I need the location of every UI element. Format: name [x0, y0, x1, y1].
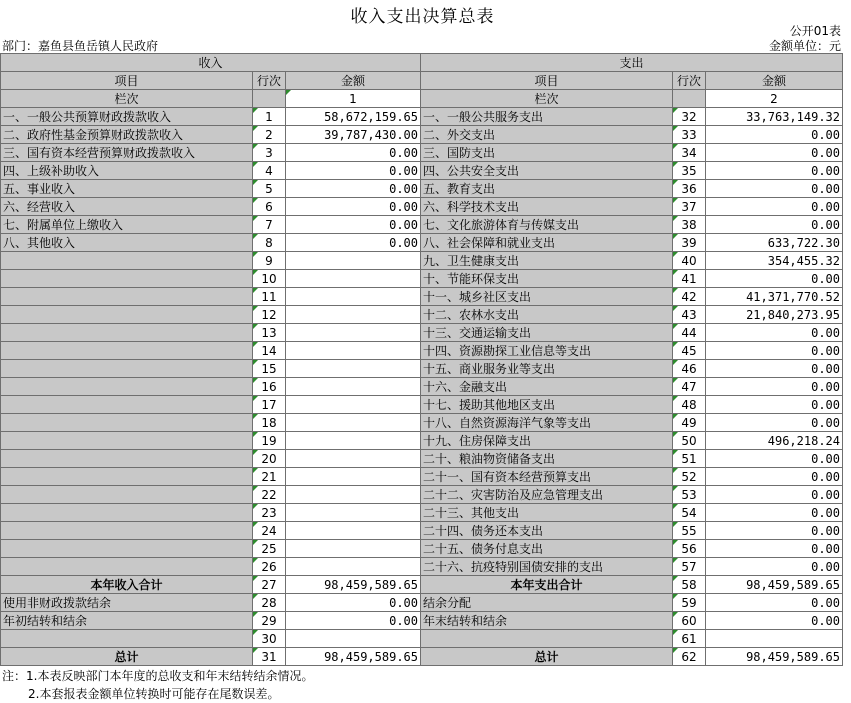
income-line-number: 31: [253, 648, 286, 666]
expense-item-label: 十七、援助其他地区支出: [421, 396, 673, 414]
expense-item-label: 三、国防支出: [421, 144, 673, 162]
income-amount: [286, 342, 421, 360]
expense-line-number: 53: [673, 486, 706, 504]
income-amount: 0.00: [286, 144, 421, 162]
income-amount: [286, 324, 421, 342]
income-item-label: 年初结转和结余: [1, 612, 253, 630]
expense-line-number: 47: [673, 378, 706, 396]
income-amount: 0.00: [286, 234, 421, 252]
table-row: [1, 450, 843, 468]
income-line-blank: [253, 90, 286, 108]
income-item-label: 八、其他收入: [1, 234, 253, 252]
income-item-label: 总计: [1, 648, 253, 666]
table-row: [1, 378, 843, 396]
expense-item-label: 十一、城乡社区支出: [421, 288, 673, 306]
table-row: [1, 558, 843, 576]
income-amount: [286, 288, 421, 306]
expense-line-number: 62: [673, 648, 706, 666]
income-item-label: 三、国有资本经营预算财政拨款收入: [1, 144, 253, 162]
expense-line-number: 55: [673, 522, 706, 540]
table-row: [1, 594, 843, 612]
department-label: 部门：嘉鱼县鱼岳镇人民政府: [2, 39, 159, 53]
expense-item-label: 二十二、灾害防治及应急管理支出: [421, 486, 673, 504]
table-row: [1, 288, 843, 306]
income-line-number: 30: [253, 630, 286, 648]
report-title: 收入支出决算总表: [350, 7, 495, 27]
table-row: [1, 198, 843, 216]
income-item-label: 二、政府性基金预算财政拨款收入: [1, 126, 253, 144]
income-amount: [286, 378, 421, 396]
income-item-label: [1, 522, 253, 540]
expense-item-label: 十、节能环保支出: [421, 270, 673, 288]
expense-item-label: 十四、资源勘探工业信息等支出: [421, 342, 673, 360]
amount-unit-label: 金额单位：元: [768, 39, 841, 53]
expense-column-number: 2: [706, 90, 843, 108]
table-row: [1, 540, 843, 558]
income-line-header: 行次: [253, 72, 286, 90]
income-amount: [286, 522, 421, 540]
income-item-label: [1, 558, 253, 576]
income-amount: 0.00: [286, 216, 421, 234]
expense-line-number: 56: [673, 540, 706, 558]
expense-amount: 0.00: [706, 162, 843, 180]
income-amount: [286, 252, 421, 270]
income-item-label: 使用非财政拨款结余: [1, 594, 253, 612]
expense-amount: 0.00: [706, 396, 843, 414]
table-row: [1, 216, 843, 234]
expense-amount: 0.00: [706, 126, 843, 144]
income-item-label: [1, 270, 253, 288]
expense-line-number: 46: [673, 360, 706, 378]
expense-amount: 0.00: [706, 324, 843, 342]
income-line-number: 29: [253, 612, 286, 630]
income-line-number: 27: [253, 576, 286, 594]
income-line-number: 25: [253, 540, 286, 558]
expense-amount: 0.00: [706, 540, 843, 558]
expense-item-label: [421, 630, 673, 648]
income-column-number: 1: [286, 90, 421, 108]
expense-amount: 21,840,273.95: [706, 306, 843, 324]
expense-amount: 0.00: [706, 360, 843, 378]
expense-item-label: 八、社会保障和就业支出: [421, 234, 673, 252]
income-item-label: [1, 306, 253, 324]
income-amount: 0.00: [286, 162, 421, 180]
table-row: [1, 522, 843, 540]
table-body: [1, 54, 843, 666]
expense-line-number: 44: [673, 324, 706, 342]
expense-line-number: 49: [673, 414, 706, 432]
table-row: [1, 360, 843, 378]
income-amount: [286, 270, 421, 288]
income-line-number: 2: [253, 126, 286, 144]
income-item-label: 六、经营收入: [1, 198, 253, 216]
expense-amount: 98,459,589.65: [706, 576, 843, 594]
expense-amount: 633,722.30: [706, 234, 843, 252]
expense-amount: 0.00: [706, 342, 843, 360]
expense-item-label: 本年支出合计: [421, 576, 673, 594]
income-item-label: [1, 288, 253, 306]
expense-amount: 354,455.32: [706, 252, 843, 270]
income-line-number: 20: [253, 450, 286, 468]
expense-item-label: 二十五、债务付息支出: [421, 540, 673, 558]
expense-item-header: 项目: [421, 72, 673, 90]
income-amount: [286, 486, 421, 504]
income-amount: 39,787,430.00: [286, 126, 421, 144]
expense-amount: 0.00: [706, 612, 843, 630]
grand-total-row: [1, 648, 843, 666]
income-line-number: 13: [253, 324, 286, 342]
expense-item-label: 十二、农林水支出: [421, 306, 673, 324]
table-row: [1, 162, 843, 180]
income-line-number: 18: [253, 414, 286, 432]
expense-line-number: 57: [673, 558, 706, 576]
expense-line-number: 60: [673, 612, 706, 630]
expense-amount: 0.00: [706, 414, 843, 432]
table-row: [1, 612, 843, 630]
income-line-number: 5: [253, 180, 286, 198]
expense-line-number: 42: [673, 288, 706, 306]
table-row: [1, 486, 843, 504]
income-item-label: [1, 486, 253, 504]
expense-item-label: 六、科学技术支出: [421, 198, 673, 216]
income-column-label: 栏次: [1, 90, 253, 108]
income-item-label: 四、上级补助收入: [1, 162, 253, 180]
expense-amount: 98,459,589.65: [706, 648, 843, 666]
income-item-label: [1, 450, 253, 468]
income-line-number: 17: [253, 396, 286, 414]
expense-amount: 496,218.24: [706, 432, 843, 450]
income-line-number: 23: [253, 504, 286, 522]
income-line-number: 12: [253, 306, 286, 324]
table-row: [1, 630, 843, 648]
table-row: [1, 396, 843, 414]
footnotes: [2, 667, 313, 703]
expense-item-label: 二十六、抗疫特别国债安排的支出: [421, 558, 673, 576]
expense-line-number: 58: [673, 576, 706, 594]
income-amount: [286, 360, 421, 378]
expense-line-header: 行次: [673, 72, 706, 90]
income-amount: [286, 414, 421, 432]
expense-amount: 0.00: [706, 270, 843, 288]
expense-item-label: 七、文化旅游体育与传媒支出: [421, 216, 673, 234]
expense-amount: 0.00: [706, 522, 843, 540]
expense-amount: 0.00: [706, 450, 843, 468]
expense-line-number: 38: [673, 216, 706, 234]
expense-column-label: 栏次: [421, 90, 673, 108]
table-row: [1, 432, 843, 450]
table-row: [1, 504, 843, 522]
income-line-number: 24: [253, 522, 286, 540]
expense-line-number: 32: [673, 108, 706, 126]
table-row: [1, 414, 843, 432]
income-item-label: [1, 468, 253, 486]
income-line-number: 6: [253, 198, 286, 216]
income-item-label: [1, 414, 253, 432]
expense-item-label: 十三、交通运输支出: [421, 324, 673, 342]
expense-item-label: 二、外交支出: [421, 126, 673, 144]
income-amount: [286, 306, 421, 324]
income-amount: [286, 468, 421, 486]
expense-item-label: 一、一般公共服务支出: [421, 108, 673, 126]
income-item-label: [1, 252, 253, 270]
income-amount: [286, 396, 421, 414]
income-amount: 0.00: [286, 198, 421, 216]
expense-amount: 0.00: [706, 198, 843, 216]
income-item-label: 五、事业收入: [1, 180, 253, 198]
income-amount: [286, 432, 421, 450]
expense-section-header: 支出: [421, 54, 843, 72]
income-line-number: 19: [253, 432, 286, 450]
table-row: [1, 306, 843, 324]
expense-item-label: 十五、商业服务业等支出: [421, 360, 673, 378]
expense-line-number: 39: [673, 234, 706, 252]
income-expense-table: [0, 53, 843, 666]
expense-line-blank: [673, 90, 706, 108]
income-amount: [286, 540, 421, 558]
income-item-label: [1, 378, 253, 396]
table-row: [1, 252, 843, 270]
income-amount: 0.00: [286, 180, 421, 198]
income-amount: [286, 504, 421, 522]
income-item-label: [1, 540, 253, 558]
column-index-row: [1, 90, 843, 108]
income-line-number: 11: [253, 288, 286, 306]
income-item-label: [1, 360, 253, 378]
income-section-header: 收入: [1, 54, 421, 72]
expense-line-number: 54: [673, 504, 706, 522]
income-item-label: [1, 504, 253, 522]
expense-item-label: 九、卫生健康支出: [421, 252, 673, 270]
expense-amount: 0.00: [706, 378, 843, 396]
expense-amount: 33,763,149.32: [706, 108, 843, 126]
expense-amount: 0.00: [706, 504, 843, 522]
expense-amount: 0.00: [706, 594, 843, 612]
expense-line-number: 43: [673, 306, 706, 324]
income-line-number: 9: [253, 252, 286, 270]
income-line-number: 16: [253, 378, 286, 396]
column-header-row: [1, 72, 843, 90]
expense-line-number: 52: [673, 468, 706, 486]
expense-line-number: 48: [673, 396, 706, 414]
income-amount: 58,672,159.65: [286, 108, 421, 126]
income-line-number: 7: [253, 216, 286, 234]
income-amount: 0.00: [286, 612, 421, 630]
form-number: 公开01表: [789, 24, 841, 38]
expense-item-label: 结余分配: [421, 594, 673, 612]
table-row: [1, 342, 843, 360]
income-item-header: 项目: [1, 72, 253, 90]
income-line-number: 26: [253, 558, 286, 576]
expense-line-number: 51: [673, 450, 706, 468]
table-row: [1, 324, 843, 342]
income-amount: [286, 450, 421, 468]
income-line-number: 21: [253, 468, 286, 486]
expense-amount: 0.00: [706, 144, 843, 162]
expense-line-number: 45: [673, 342, 706, 360]
expense-line-number: 37: [673, 198, 706, 216]
income-line-number: 28: [253, 594, 286, 612]
income-item-label: [1, 324, 253, 342]
table-row: [1, 468, 843, 486]
expense-amount: [706, 630, 843, 648]
expense-line-number: 50: [673, 432, 706, 450]
income-item-label: [1, 630, 253, 648]
expense-item-label: 二十、粮油物资储备支出: [421, 450, 673, 468]
table-row: [1, 180, 843, 198]
expense-item-label: 十九、住房保障支出: [421, 432, 673, 450]
expense-line-number: 41: [673, 270, 706, 288]
expense-amount: 0.00: [706, 180, 843, 198]
expense-line-number: 40: [673, 252, 706, 270]
expense-amount: 0.00: [706, 468, 843, 486]
income-amount-header: 金额: [286, 72, 421, 90]
income-item-label: [1, 342, 253, 360]
footnote-2: 2.本套报表金额单位转换时可能存在尾数误差。: [28, 687, 280, 701]
expense-line-number: 34: [673, 144, 706, 162]
income-amount: [286, 558, 421, 576]
income-line-number: 15: [253, 360, 286, 378]
income-amount: 0.00: [286, 594, 421, 612]
expense-item-label: 五、教育支出: [421, 180, 673, 198]
table-row: [1, 108, 843, 126]
income-line-number: 8: [253, 234, 286, 252]
expense-line-number: 59: [673, 594, 706, 612]
expense-line-number: 33: [673, 126, 706, 144]
expense-line-number: 36: [673, 180, 706, 198]
income-line-number: 4: [253, 162, 286, 180]
table-row: [1, 144, 843, 162]
income-line-number: 14: [253, 342, 286, 360]
table-row: [1, 234, 843, 252]
income-amount: [286, 630, 421, 648]
expense-item-label: 二十四、债务还本支出: [421, 522, 673, 540]
expense-item-label: 十八、自然资源海洋气象等支出: [421, 414, 673, 432]
income-item-label: 七、附属单位上缴收入: [1, 216, 253, 234]
income-amount: 98,459,589.65: [286, 648, 421, 666]
table-row: [1, 126, 843, 144]
income-line-number: 22: [253, 486, 286, 504]
expense-amount: 0.00: [706, 558, 843, 576]
income-line-number: 3: [253, 144, 286, 162]
year-total-row: [1, 576, 843, 594]
expense-line-number: 35: [673, 162, 706, 180]
expense-amount-header: 金额: [706, 72, 843, 90]
table-row: [1, 270, 843, 288]
expense-amount: 41,371,770.52: [706, 288, 843, 306]
expense-item-label: 二十三、其他支出: [421, 504, 673, 522]
expense-item-label: 十六、金融支出: [421, 378, 673, 396]
expense-item-label: 年末结转和结余: [421, 612, 673, 630]
expense-item-label: 四、公共安全支出: [421, 162, 673, 180]
section-header-row: [1, 54, 843, 72]
income-item-label: 本年收入合计: [1, 576, 253, 594]
income-line-number: 10: [253, 270, 286, 288]
expense-amount: 0.00: [706, 486, 843, 504]
income-item-label: [1, 432, 253, 450]
expense-item-label: 总计: [421, 648, 673, 666]
footnote-1: 注：1.本表反映部门本年度的总收支和年末结转结余情况。: [2, 669, 314, 683]
income-item-label: [1, 396, 253, 414]
income-line-number: 1: [253, 108, 286, 126]
income-amount: 98,459,589.65: [286, 576, 421, 594]
expense-amount: 0.00: [706, 216, 843, 234]
expense-line-number: 61: [673, 630, 706, 648]
income-item-label: 一、一般公共预算财政拨款收入: [1, 108, 253, 126]
expense-item-label: 二十一、国有资本经营预算支出: [421, 468, 673, 486]
